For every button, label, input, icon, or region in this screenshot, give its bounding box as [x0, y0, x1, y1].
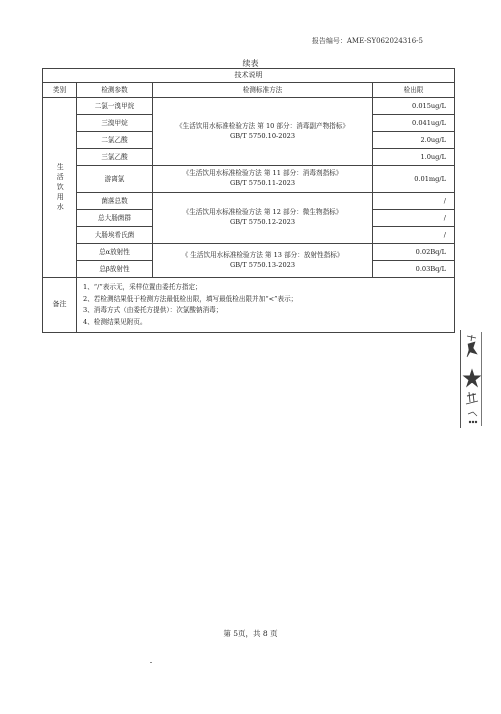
- column-header-category: 类别: [43, 83, 77, 98]
- limit-cell: /: [373, 227, 455, 244]
- limit-cell: 2.0ug/L: [373, 132, 455, 149]
- column-header-parameter: 检测参数: [77, 83, 153, 98]
- note-item: 2、若检测结果低于检测方法最低检出限，填写最低检出限并加“<”表示；: [83, 294, 298, 303]
- category-cell: 生活饮用水: [43, 98, 77, 278]
- limit-cell: 0.041ug/L: [373, 115, 455, 132]
- table-row: [43, 98, 455, 115]
- section-title-row: [43, 69, 455, 83]
- note-item: 4、检测结果见附页。: [83, 317, 147, 326]
- note-item: 3、消毒方式（由委托方提供）：次氯酸钠消毒；: [83, 306, 223, 315]
- parameter-cell: 三溴甲烷: [77, 115, 153, 132]
- notes-label: 备注: [43, 278, 77, 333]
- method-cell: [153, 166, 373, 193]
- report-number: 报告编号：AME-SY062024316-5: [311, 37, 423, 45]
- limit-cell: 0.03Bq/L: [373, 261, 455, 278]
- column-header-method: 检测标准方法: [153, 83, 373, 98]
- parameter-cell: 三氯乙酸: [77, 149, 153, 166]
- method-title: 《生活饮用水标准检验方法 第 11 部分：消毒剂指标》: [182, 169, 343, 178]
- scan-artifact: [150, 662, 152, 663]
- limit-cell: /: [373, 210, 455, 227]
- parameter-cell: 二氯一溴甲烷: [77, 98, 153, 115]
- method-code: GB/T 5750.12-2023: [229, 218, 296, 226]
- limit-cell: 0.015ug/L: [373, 98, 455, 115]
- continued-label: 续表: [242, 59, 259, 68]
- page-footer: 第 5页，共 8 页: [223, 629, 278, 638]
- method-code: GB/T 5750.11-2023: [229, 179, 296, 187]
- table-row: [43, 193, 455, 210]
- notes-row: [43, 278, 455, 333]
- parameter-cell: 总β放射性: [77, 261, 153, 278]
- note-item: 1、“/”表示无，采样位置由委托方指定；: [83, 283, 202, 291]
- parameter-cell: 大肠埃希氏菌: [77, 227, 153, 244]
- limit-cell: 0.01mg/L: [373, 166, 455, 193]
- section-title: 技术说明: [43, 69, 455, 83]
- table-row: [43, 244, 455, 261]
- limit-cell: /: [373, 193, 455, 210]
- parameter-cell: 菌落总数: [77, 193, 153, 210]
- method-title: 《生活饮用水标准检验方法 第 10 部分：消毒副产物指标》: [176, 121, 349, 130]
- table-row: [43, 166, 455, 193]
- method-cell: [153, 98, 373, 166]
- limit-cell: 0.02Bq/L: [373, 244, 455, 261]
- method-title: 《生活饮用水标准检验方法 第 12 部分：微生物指标》: [182, 208, 343, 217]
- parameter-cell: 总α放射性: [77, 244, 153, 261]
- column-header-row: [43, 83, 455, 98]
- column-header-limit: 检出限: [373, 83, 455, 98]
- method-cell: [153, 244, 373, 278]
- technical-description-table: [42, 68, 455, 333]
- method-title: 《 生活饮用水标准检验方法 第 13 部分：放射性指标》: [181, 250, 344, 259]
- stamp-icon: [461, 330, 483, 428]
- parameter-cell: 二氯乙酸: [77, 132, 153, 149]
- parameter-cell: 总大肠菌群: [77, 210, 153, 227]
- seal-stamp: [460, 330, 483, 428]
- method-code: GB/T 5750.13-2023: [229, 260, 296, 269]
- method-code: GB/T 5750.10-2023: [229, 131, 296, 140]
- limit-cell: 1.0ug/L: [373, 149, 455, 166]
- method-cell: [153, 193, 373, 244]
- notes-cell: [77, 278, 455, 333]
- parameter-cell: 游离氯: [77, 166, 153, 193]
